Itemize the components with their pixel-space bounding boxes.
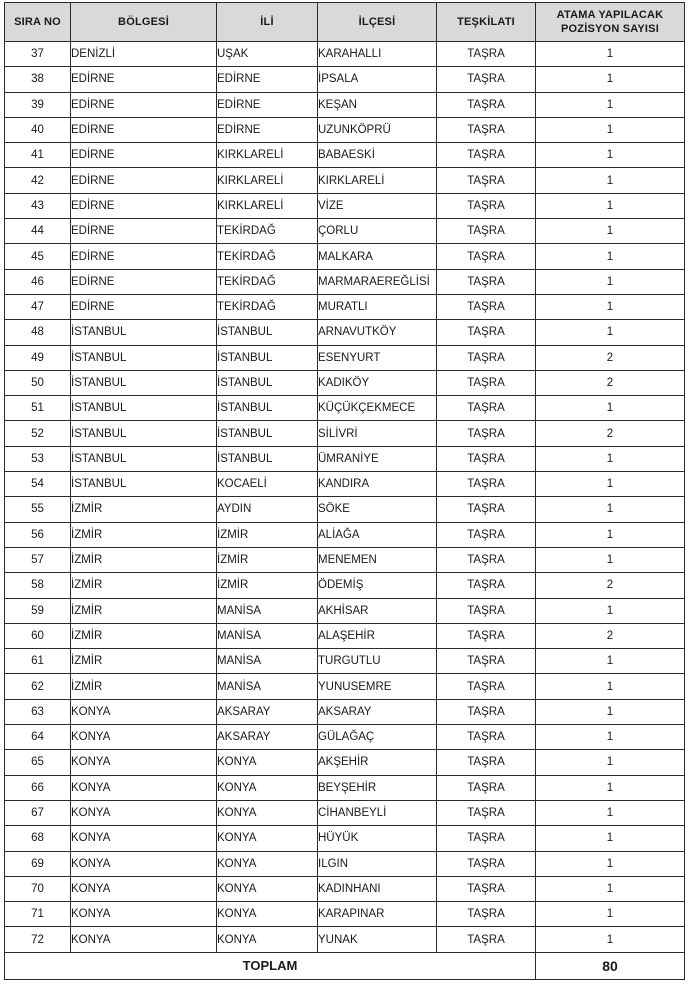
cell-bolgesi: İZMİR [71, 522, 217, 547]
cell-bolgesi: EDİRNE [71, 117, 217, 142]
cell-ili: MANİSA [217, 674, 318, 699]
cell-ili: İZMİR [217, 522, 318, 547]
cell-ili: AKSARAY [217, 699, 318, 724]
cell-teskilati: TAŞRA [437, 421, 536, 446]
cell-pozisyon-sayisi: 2 [536, 421, 685, 446]
cell-ilcesi: BEYŞEHİR [318, 775, 437, 800]
table-row [5, 826, 685, 851]
cell-pozisyon-sayisi: 1 [536, 42, 685, 67]
cell-teskilati: TAŞRA [437, 294, 536, 319]
cell-teskilati: TAŞRA [437, 725, 536, 750]
cell-bolgesi: EDİRNE [71, 219, 217, 244]
cell-pozisyon-sayisi: 1 [536, 446, 685, 471]
cell-ili: EDİRNE [217, 117, 318, 142]
cell-pozisyon-sayisi: 1 [536, 750, 685, 775]
cell-ili: İSTANBUL [217, 396, 318, 421]
header-sira-no: SIRA NO [5, 3, 71, 42]
table-body [5, 42, 685, 953]
cell-pozisyon-sayisi: 1 [536, 826, 685, 851]
cell-sira-no: 65 [5, 750, 71, 775]
cell-sira-no: 59 [5, 598, 71, 623]
table-row [5, 117, 685, 142]
cell-ili: KONYA [217, 902, 318, 927]
cell-teskilati: TAŞRA [437, 117, 536, 142]
cell-teskilati: TAŞRA [437, 826, 536, 851]
header-teskilati: TEŞKİLATI [437, 3, 536, 42]
header-row [5, 3, 685, 42]
cell-ili: KONYA [217, 775, 318, 800]
cell-pozisyon-sayisi: 1 [536, 294, 685, 319]
cell-pozisyon-sayisi: 1 [536, 851, 685, 876]
cell-bolgesi: EDİRNE [71, 294, 217, 319]
cell-sira-no: 49 [5, 345, 71, 370]
cell-teskilati: TAŞRA [437, 547, 536, 572]
cell-ilcesi: AKSARAY [318, 699, 437, 724]
cell-pozisyon-sayisi: 1 [536, 92, 685, 117]
cell-ilcesi: CİHANBEYLİ [318, 800, 437, 825]
table-row [5, 345, 685, 370]
cell-ilcesi: ARNAVUTKÖY [318, 320, 437, 345]
cell-bolgesi: EDİRNE [71, 143, 217, 168]
cell-pozisyon-sayisi: 1 [536, 497, 685, 522]
cell-ili: AKSARAY [217, 725, 318, 750]
cell-ili: İSTANBUL [217, 421, 318, 446]
cell-ili: EDİRNE [217, 67, 318, 92]
cell-pozisyon-sayisi: 1 [536, 800, 685, 825]
cell-bolgesi: EDİRNE [71, 244, 217, 269]
cell-ilcesi: KADINHANI [318, 876, 437, 901]
cell-ilcesi: AKHİSAR [318, 598, 437, 623]
cell-pozisyon-sayisi: 1 [536, 396, 685, 421]
cell-sira-no: 66 [5, 775, 71, 800]
cell-ilcesi: ÇORLU [318, 219, 437, 244]
table-row [5, 623, 685, 648]
cell-bolgesi: EDİRNE [71, 67, 217, 92]
table-row [5, 244, 685, 269]
cell-teskilati: TAŞRA [437, 472, 536, 497]
cell-teskilati: TAŞRA [437, 143, 536, 168]
cell-sira-no: 61 [5, 649, 71, 674]
table-row [5, 168, 685, 193]
cell-teskilati: TAŞRA [437, 42, 536, 67]
cell-pozisyon-sayisi: 2 [536, 370, 685, 395]
cell-sira-no: 54 [5, 472, 71, 497]
cell-sira-no: 60 [5, 623, 71, 648]
table-row [5, 649, 685, 674]
cell-bolgesi: KONYA [71, 902, 217, 927]
cell-ili: KONYA [217, 826, 318, 851]
table-row [5, 902, 685, 927]
cell-pozisyon-sayisi: 2 [536, 573, 685, 598]
cell-ili: İZMİR [217, 573, 318, 598]
cell-bolgesi: İSTANBUL [71, 421, 217, 446]
cell-ili: İSTANBUL [217, 446, 318, 471]
table-row [5, 269, 685, 294]
cell-pozisyon-sayisi: 1 [536, 725, 685, 750]
cell-bolgesi: KONYA [71, 927, 217, 952]
cell-bolgesi: İZMİR [71, 598, 217, 623]
cell-bolgesi: KONYA [71, 826, 217, 851]
cell-sira-no: 53 [5, 446, 71, 471]
cell-pozisyon-sayisi: 1 [536, 117, 685, 142]
cell-ilcesi: İPSALA [318, 67, 437, 92]
cell-sira-no: 72 [5, 927, 71, 952]
cell-bolgesi: İSTANBUL [71, 370, 217, 395]
cell-bolgesi: EDİRNE [71, 269, 217, 294]
cell-bolgesi: İZMİR [71, 497, 217, 522]
cell-ilcesi: TURGUTLU [318, 649, 437, 674]
cell-ili: KIRKLARELİ [217, 168, 318, 193]
cell-pozisyon-sayisi: 1 [536, 902, 685, 927]
cell-sira-no: 47 [5, 294, 71, 319]
cell-ili: TEKİRDAĞ [217, 269, 318, 294]
cell-bolgesi: EDİRNE [71, 193, 217, 218]
cell-ili: KOCAELİ [217, 472, 318, 497]
table-row [5, 67, 685, 92]
cell-bolgesi: İZMİR [71, 649, 217, 674]
cell-ilcesi: ÖDEMİŞ [318, 573, 437, 598]
table-row [5, 370, 685, 395]
cell-bolgesi: İZMİR [71, 573, 217, 598]
cell-pozisyon-sayisi: 2 [536, 345, 685, 370]
cell-sira-no: 43 [5, 193, 71, 218]
cell-ilcesi: KEŞAN [318, 92, 437, 117]
cell-ilcesi: AKŞEHİR [318, 750, 437, 775]
table-row [5, 598, 685, 623]
cell-ili: İSTANBUL [217, 320, 318, 345]
cell-bolgesi: İSTANBUL [71, 345, 217, 370]
cell-ili: KIRKLARELİ [217, 193, 318, 218]
cell-sira-no: 57 [5, 547, 71, 572]
cell-ilcesi: ALAŞEHİR [318, 623, 437, 648]
cell-teskilati: TAŞRA [437, 573, 536, 598]
cell-ilcesi: ÜMRANİYE [318, 446, 437, 471]
cell-sira-no: 68 [5, 826, 71, 851]
header-pozisyon-sayisi [536, 3, 685, 42]
table-row [5, 547, 685, 572]
cell-sira-no: 50 [5, 370, 71, 395]
cell-pozisyon-sayisi: 1 [536, 927, 685, 952]
cell-pozisyon-sayisi: 1 [536, 67, 685, 92]
cell-pozisyon-sayisi: 1 [536, 649, 685, 674]
cell-teskilati: TAŞRA [437, 927, 536, 952]
cell-sira-no: 52 [5, 421, 71, 446]
cell-bolgesi: İZMİR [71, 623, 217, 648]
cell-pozisyon-sayisi: 1 [536, 472, 685, 497]
cell-pozisyon-sayisi: 1 [536, 547, 685, 572]
cell-sira-no: 42 [5, 168, 71, 193]
cell-ili: UŞAK [217, 42, 318, 67]
cell-ili: TEKİRDAĞ [217, 244, 318, 269]
table-row [5, 876, 685, 901]
position-table [4, 2, 685, 980]
cell-sira-no: 45 [5, 244, 71, 269]
cell-teskilati: TAŞRA [437, 168, 536, 193]
cell-teskilati: TAŞRA [437, 446, 536, 471]
cell-sira-no: 56 [5, 522, 71, 547]
cell-pozisyon-sayisi: 1 [536, 219, 685, 244]
cell-ilcesi: GÜLAĞAÇ [318, 725, 437, 750]
cell-bolgesi: İSTANBUL [71, 396, 217, 421]
cell-ilcesi: MENEMEN [318, 547, 437, 572]
cell-ilcesi: MURATLI [318, 294, 437, 319]
table-row [5, 421, 685, 446]
cell-sira-no: 44 [5, 219, 71, 244]
cell-teskilati: TAŞRA [437, 522, 536, 547]
cell-teskilati: TAŞRA [437, 370, 536, 395]
cell-ilcesi: ESENYURT [318, 345, 437, 370]
cell-sira-no: 37 [5, 42, 71, 67]
cell-bolgesi: KONYA [71, 699, 217, 724]
table-row [5, 143, 685, 168]
cell-bolgesi: KONYA [71, 775, 217, 800]
cell-teskilati: TAŞRA [437, 345, 536, 370]
cell-teskilati: TAŞRA [437, 598, 536, 623]
cell-sira-no: 64 [5, 725, 71, 750]
cell-teskilati: TAŞRA [437, 674, 536, 699]
cell-ilcesi: KÜÇÜKÇEKMECE [318, 396, 437, 421]
cell-ili: MANİSA [217, 598, 318, 623]
table-header [5, 3, 685, 42]
cell-ili: İSTANBUL [217, 370, 318, 395]
cell-ilcesi: MALKARA [318, 244, 437, 269]
table-footer [5, 952, 685, 979]
cell-ilcesi: HÜYÜK [318, 826, 437, 851]
cell-ili: KONYA [217, 800, 318, 825]
table-row [5, 522, 685, 547]
table-row [5, 446, 685, 471]
cell-bolgesi: İZMİR [71, 674, 217, 699]
cell-ili: İZMİR [217, 547, 318, 572]
cell-ilcesi: MARMARAEREĞLİSİ [318, 269, 437, 294]
total-label: TOPLAM [5, 952, 536, 979]
cell-ilcesi: UZUNKÖPRÜ [318, 117, 437, 142]
cell-ilcesi: KANDIRA [318, 472, 437, 497]
cell-teskilati: TAŞRA [437, 800, 536, 825]
cell-bolgesi: EDİRNE [71, 92, 217, 117]
table-row [5, 497, 685, 522]
cell-ilcesi: KIRKLARELİ [318, 168, 437, 193]
table-row [5, 927, 685, 952]
cell-teskilati: TAŞRA [437, 396, 536, 421]
cell-teskilati: TAŞRA [437, 269, 536, 294]
cell-pozisyon-sayisi: 2 [536, 623, 685, 648]
cell-sira-no: 39 [5, 92, 71, 117]
table-row [5, 193, 685, 218]
table-row [5, 573, 685, 598]
cell-teskilati: TAŞRA [437, 902, 536, 927]
table-row [5, 219, 685, 244]
cell-bolgesi: KONYA [71, 800, 217, 825]
cell-bolgesi: KONYA [71, 750, 217, 775]
cell-bolgesi: KONYA [71, 725, 217, 750]
cell-ilcesi: YUNAK [318, 927, 437, 952]
header-pozisyon-line2: POZİSYON SAYISI [561, 23, 659, 35]
cell-sira-no: 63 [5, 699, 71, 724]
cell-sira-no: 40 [5, 117, 71, 142]
table-row [5, 320, 685, 345]
cell-ili: AYDIN [217, 497, 318, 522]
header-bolgesi: BÖLGESİ [71, 3, 217, 42]
cell-pozisyon-sayisi: 1 [536, 143, 685, 168]
cell-teskilati: TAŞRA [437, 750, 536, 775]
cell-bolgesi: İSTANBUL [71, 320, 217, 345]
cell-bolgesi: DENİZLİ [71, 42, 217, 67]
cell-teskilati: TAŞRA [437, 623, 536, 648]
cell-ili: TEKİRDAĞ [217, 219, 318, 244]
cell-ili: KONYA [217, 851, 318, 876]
cell-pozisyon-sayisi: 1 [536, 244, 685, 269]
cell-sira-no: 38 [5, 67, 71, 92]
table-row [5, 92, 685, 117]
cell-ilcesi: KADIKÖY [318, 370, 437, 395]
cell-teskilati: TAŞRA [437, 649, 536, 674]
cell-ili: EDİRNE [217, 92, 318, 117]
cell-ilcesi: ILGIN [318, 851, 437, 876]
cell-ili: KIRKLARELİ [217, 143, 318, 168]
cell-sira-no: 71 [5, 902, 71, 927]
cell-ili: KONYA [217, 927, 318, 952]
cell-sira-no: 62 [5, 674, 71, 699]
cell-sira-no: 70 [5, 876, 71, 901]
cell-bolgesi: KONYA [71, 851, 217, 876]
cell-teskilati: TAŞRA [437, 851, 536, 876]
cell-pozisyon-sayisi: 1 [536, 598, 685, 623]
cell-ilcesi: YUNUSEMRE [318, 674, 437, 699]
header-ili: İLİ [217, 3, 318, 42]
cell-teskilati: TAŞRA [437, 497, 536, 522]
header-ilcesi: İLÇESİ [318, 3, 437, 42]
cell-sira-no: 67 [5, 800, 71, 825]
cell-teskilati: TAŞRA [437, 775, 536, 800]
cell-teskilati: TAŞRA [437, 699, 536, 724]
table-row [5, 294, 685, 319]
cell-pozisyon-sayisi: 1 [536, 193, 685, 218]
table-row [5, 699, 685, 724]
cell-sira-no: 41 [5, 143, 71, 168]
cell-ilcesi: BABAESKİ [318, 143, 437, 168]
cell-ili: MANİSA [217, 623, 318, 648]
cell-teskilati: TAŞRA [437, 193, 536, 218]
table-row [5, 851, 685, 876]
cell-pozisyon-sayisi: 1 [536, 522, 685, 547]
cell-pozisyon-sayisi: 1 [536, 320, 685, 345]
table-row [5, 800, 685, 825]
cell-bolgesi: KONYA [71, 876, 217, 901]
cell-sira-no: 51 [5, 396, 71, 421]
cell-ilcesi: SİLİVRİ [318, 421, 437, 446]
cell-ilcesi: ALİAĞA [318, 522, 437, 547]
cell-pozisyon-sayisi: 1 [536, 269, 685, 294]
cell-ilcesi: KARAHALLI [318, 42, 437, 67]
cell-bolgesi: İSTANBUL [71, 472, 217, 497]
cell-pozisyon-sayisi: 1 [536, 674, 685, 699]
cell-ilcesi: VİZE [318, 193, 437, 218]
cell-teskilati: TAŞRA [437, 219, 536, 244]
table-row [5, 775, 685, 800]
cell-ilcesi: SÖKE [318, 497, 437, 522]
table-row [5, 42, 685, 67]
total-row [5, 952, 685, 979]
cell-ili: İSTANBUL [217, 345, 318, 370]
cell-teskilati: TAŞRA [437, 320, 536, 345]
cell-ilcesi: KARAPINAR [318, 902, 437, 927]
cell-ili: TEKİRDAĞ [217, 294, 318, 319]
cell-teskilati: TAŞRA [437, 876, 536, 901]
header-pozisyon-line1: ATAMA YAPILACAK [556, 9, 664, 21]
cell-teskilati: TAŞRA [437, 67, 536, 92]
cell-teskilati: TAŞRA [437, 244, 536, 269]
cell-bolgesi: İZMİR [71, 547, 217, 572]
cell-ili: MANİSA [217, 649, 318, 674]
cell-ili: KONYA [217, 876, 318, 901]
table-row [5, 750, 685, 775]
cell-pozisyon-sayisi: 1 [536, 876, 685, 901]
cell-sira-no: 46 [5, 269, 71, 294]
cell-ili: KONYA [217, 750, 318, 775]
cell-sira-no: 58 [5, 573, 71, 598]
cell-pozisyon-sayisi: 1 [536, 775, 685, 800]
cell-bolgesi: EDİRNE [71, 168, 217, 193]
cell-pozisyon-sayisi: 1 [536, 168, 685, 193]
cell-sira-no: 69 [5, 851, 71, 876]
table-row [5, 725, 685, 750]
cell-bolgesi: İSTANBUL [71, 446, 217, 471]
table-row [5, 674, 685, 699]
cell-teskilati: TAŞRA [437, 92, 536, 117]
cell-sira-no: 48 [5, 320, 71, 345]
table-row [5, 472, 685, 497]
table-row [5, 396, 685, 421]
cell-sira-no: 55 [5, 497, 71, 522]
total-value: 80 [536, 952, 685, 979]
cell-pozisyon-sayisi: 1 [536, 699, 685, 724]
